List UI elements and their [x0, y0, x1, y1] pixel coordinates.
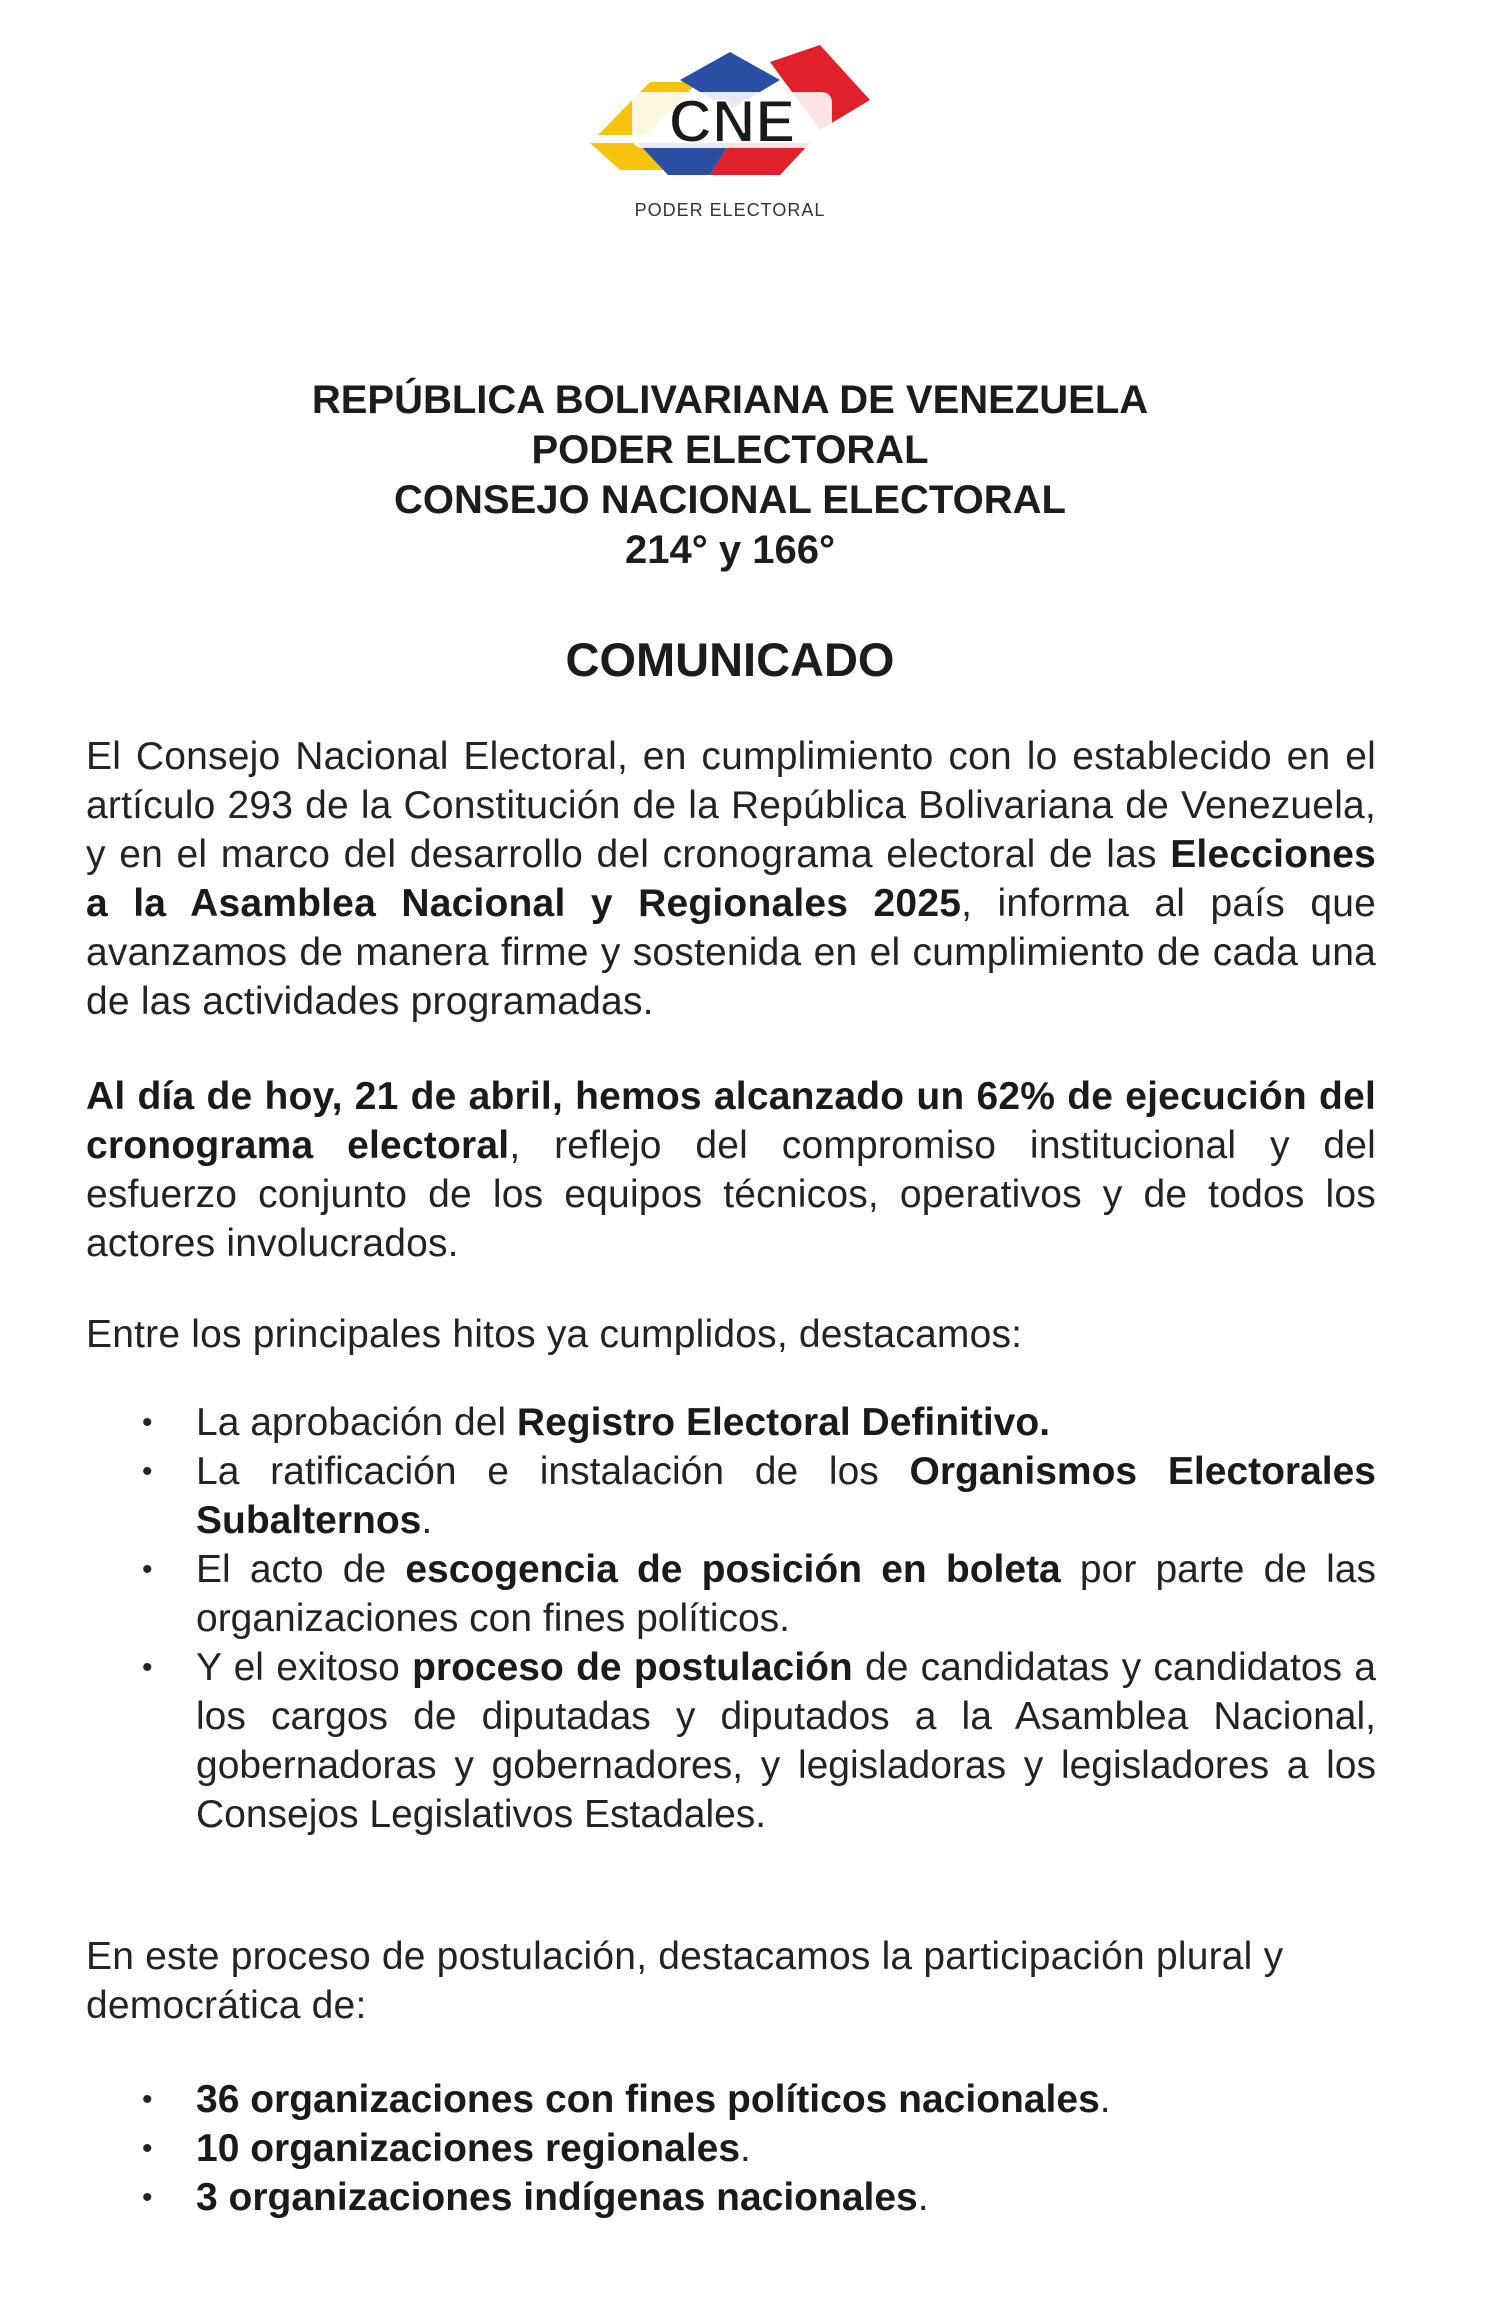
milestone-bold: Registro Electoral Definitivo. — [516, 1401, 1051, 1444]
milestone-text: El acto de — [196, 1548, 406, 1591]
paragraph-milestones-intro: Entre los principales hitos ya cumplidos, destacamos: — [86, 1313, 1023, 1356]
paragraph-participation-intro: En este proceso de postulación, destacamos la participación plural y democrática de: — [86, 1935, 1284, 2027]
milestone-text: La ratificación e instalación de los — [196, 1450, 910, 1493]
header-institution: CONSEJO NACIONAL ELECTORAL — [394, 478, 1066, 522]
document-header — [0, 375, 1460, 575]
bullet-icon: • — [142, 2083, 153, 2116]
participation-text-end: . — [917, 2176, 929, 2219]
document-title: COMUNICADO — [565, 633, 895, 686]
cne-logo-graphic — [580, 40, 880, 230]
participation-bold: 36 organizaciones con fines políticos nacionales — [196, 2078, 1100, 2121]
milestone-text-end: . — [421, 1499, 433, 1542]
bullet-icon: • — [142, 2181, 153, 2214]
list-item — [86, 2075, 1376, 2124]
header-country: REPÚBLICA BOLIVARIANA DE VENEZUELA — [311, 378, 1149, 422]
list-item — [86, 2124, 1376, 2173]
milestone-text-end: de candidatas y candidatos a los cargos de diputadas y diputados a la Asamblea Nacional, gobernadoras y gobernadores, y legisladoras y legisladores a los Consejos Legislativos Estadales. — [196, 1646, 1376, 1836]
bullet-icon: • — [142, 2132, 153, 2165]
milestone-text: Y el exitoso — [196, 1646, 413, 1689]
milestone-text: La aprobación del — [196, 1401, 517, 1444]
header-branch: PODER ELECTORAL — [531, 428, 929, 472]
paragraph-progress-bold: Al día de hoy, 21 de abril, hemos alcanzado un 62% de ejecución del cronograma electoral — [86, 1075, 1376, 1167]
cne-logo — [580, 40, 880, 230]
milestones-list — [86, 1398, 1376, 1839]
bullet-icon: • — [142, 1553, 153, 1586]
list-item — [86, 1398, 1376, 1447]
paragraph-progress — [86, 1072, 1376, 1268]
milestone-bold: Organismos Electorales Subalternos — [196, 1450, 1376, 1542]
header-years: 214° y 166° — [625, 528, 835, 572]
logo-subtitle: PODER ELECTORAL — [634, 200, 826, 220]
milestone-bold: proceso de postulación — [412, 1646, 853, 1689]
participation-bold: 10 organizaciones regionales — [196, 2127, 741, 2170]
participation-text-end: . — [1099, 2078, 1111, 2121]
participation-text-end: . — [740, 2127, 751, 2170]
paragraph-progress-part2: , reflejo del compromiso institucional y del esfuerzo conjunto de los equipos técnicos, operativos y de todos los actores involucrados. — [86, 1124, 1376, 1265]
list-item — [86, 1545, 1376, 1643]
list-item — [86, 1643, 1376, 1839]
participation-bold: 3 organizaciones indígenas nacionales — [196, 2176, 918, 2219]
bullet-icon: • — [142, 1651, 153, 1684]
paragraph-intro-bold: Elecciones a la Asamblea Nacional y Regionales 2025 — [86, 833, 1376, 925]
bullet-icon: • — [142, 1455, 153, 1488]
list-item — [86, 1447, 1376, 1545]
paragraph-intro-part1: El Consejo Nacional Electoral, en cumplimiento con lo establecido en el artículo 293 de la Constitución de la República Bolivariana de Venezuela, y en el marco del desarrollo del cronograma electoral de las — [86, 735, 1376, 876]
milestone-text-end: por parte de las organizaciones con fines políticos. — [196, 1548, 1376, 1640]
list-item — [86, 2173, 1376, 2222]
paragraph-intro — [86, 732, 1376, 1026]
participation-list — [86, 2075, 1376, 2222]
paragraph-intro-part2: , informa al país que avanzamos de manera firme y sostenida en el cumplimiento de cada una de las actividades programadas. — [86, 882, 1377, 1023]
logo-cne-text: CNE — [668, 88, 796, 155]
bullet-icon: • — [142, 1406, 153, 1439]
milestone-bold: escogencia de posición en boleta — [405, 1548, 1061, 1591]
